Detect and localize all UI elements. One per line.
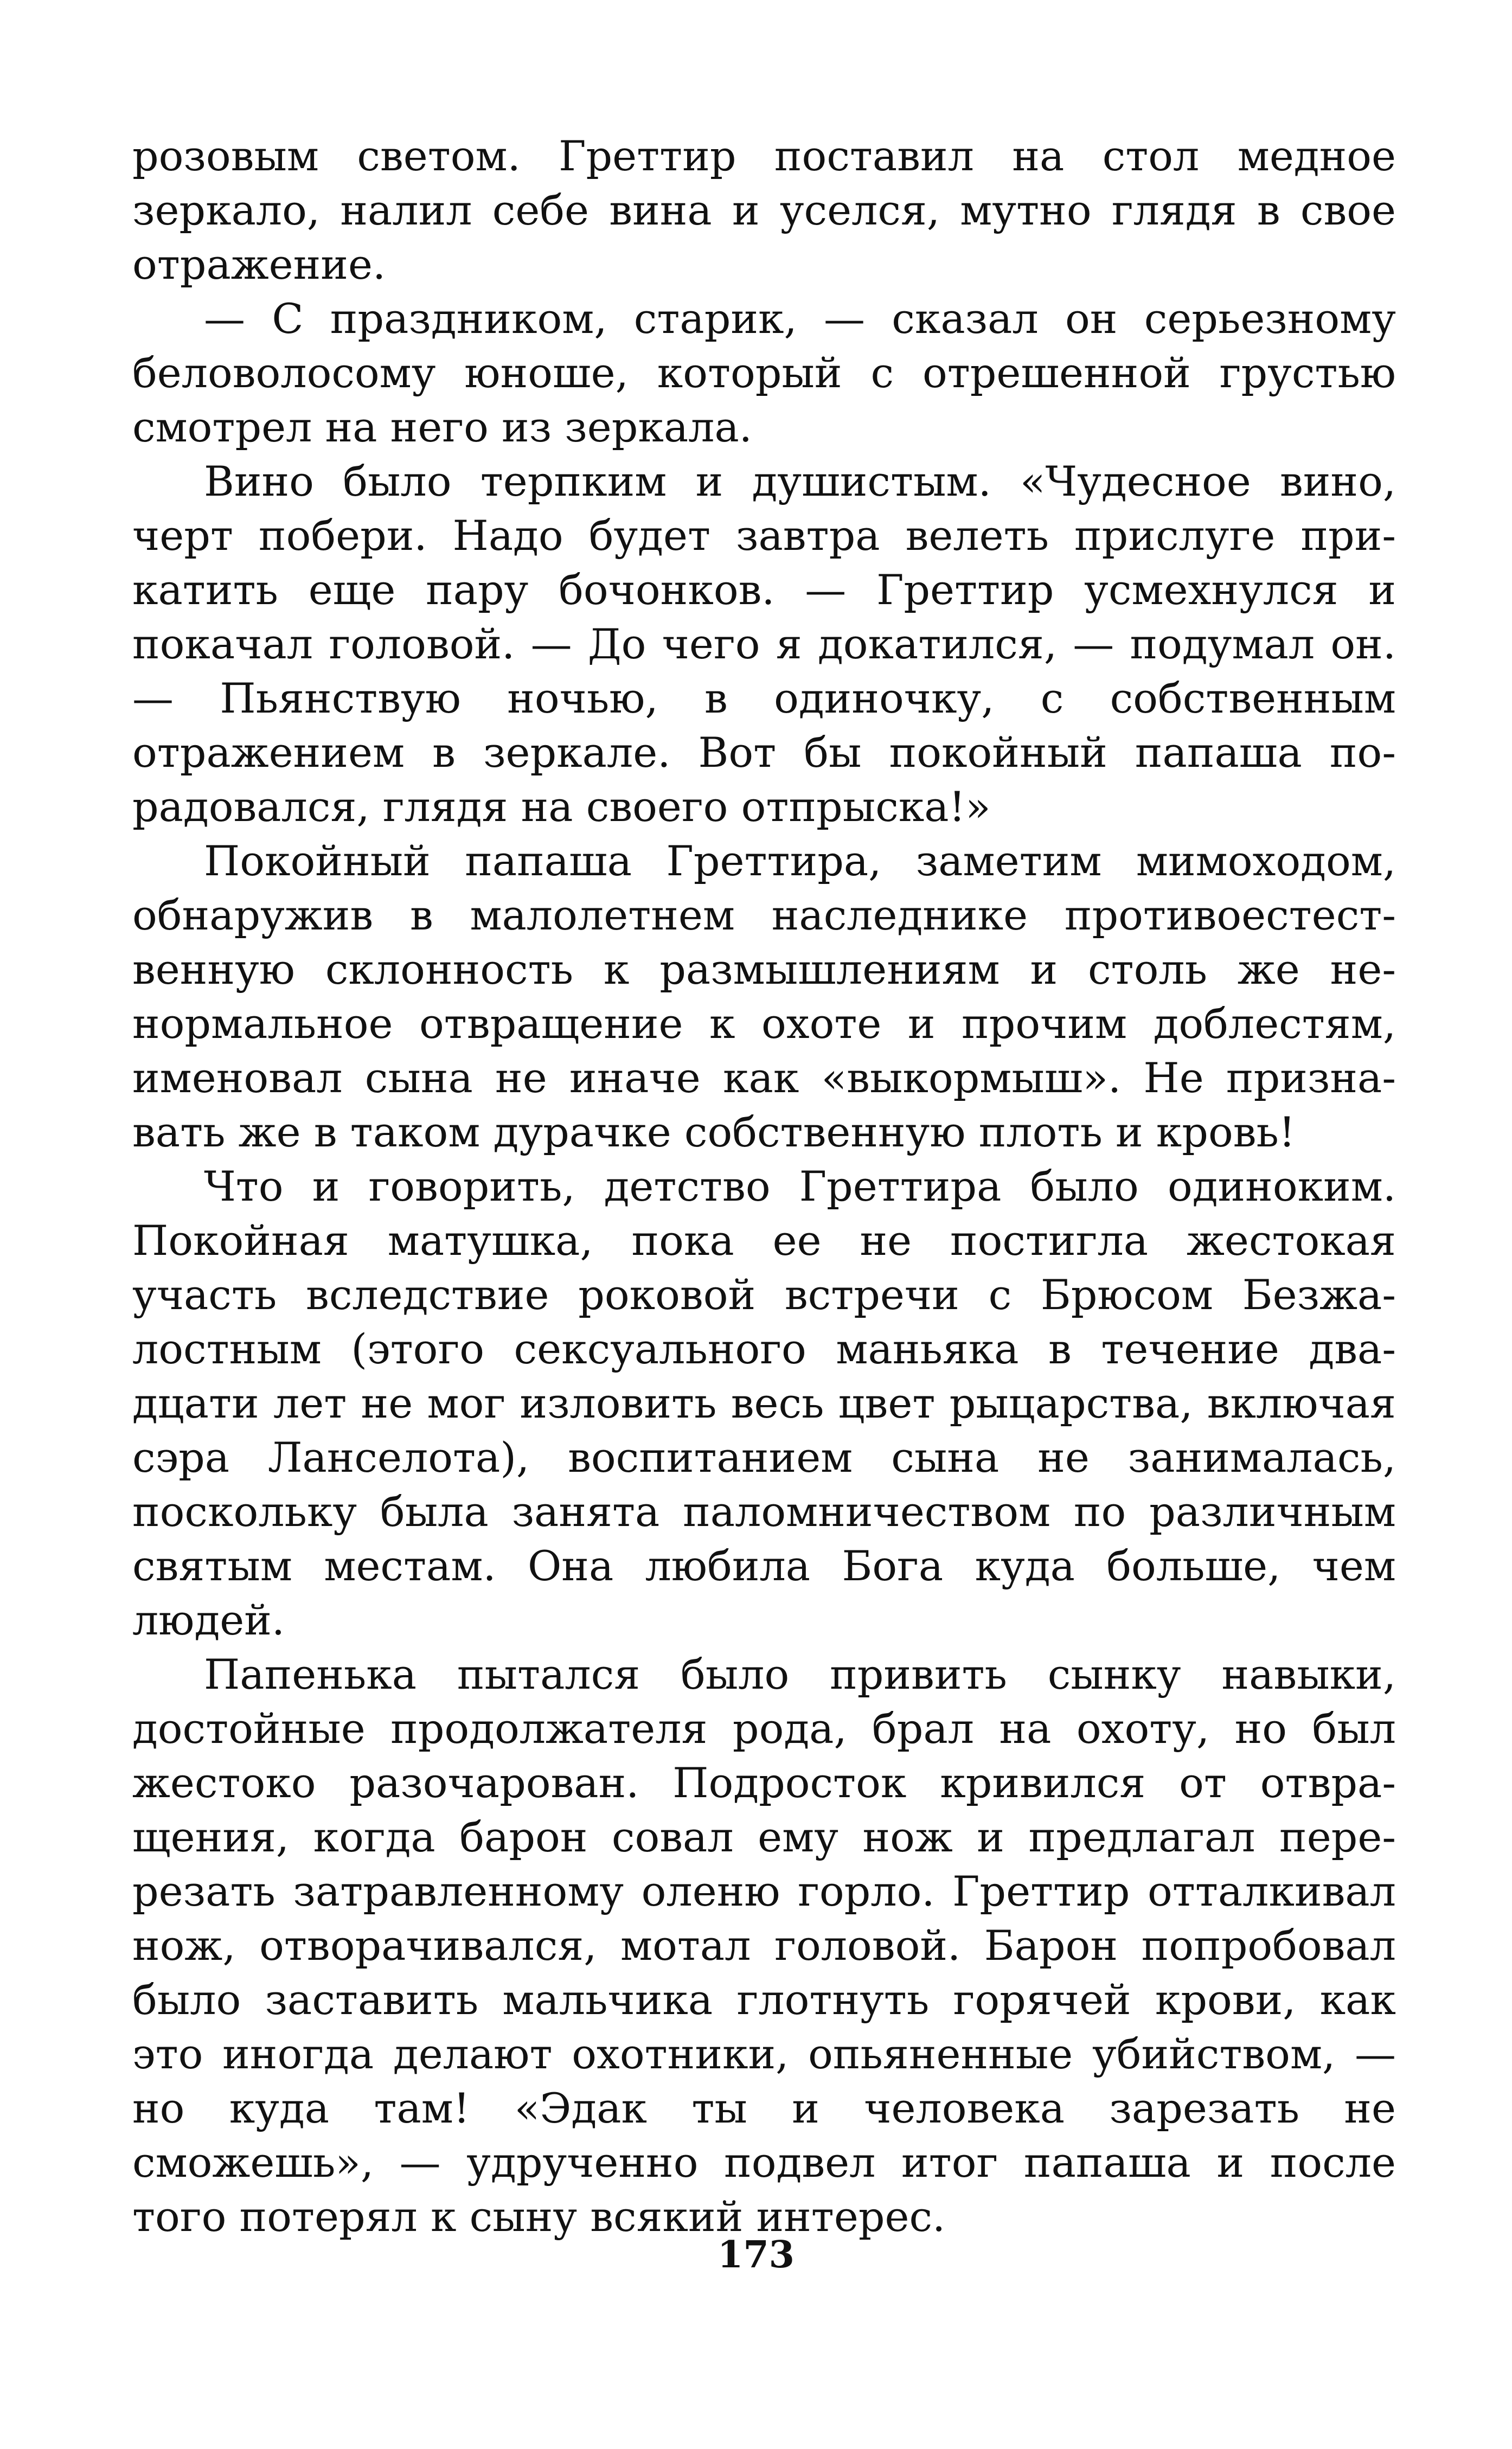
paragraph-wine: Вино было терпким и душистым. «Чудесное вино, черт побери. Надо будет завтра велеть прислуге прикатить еще пару бочонков. — Греттир усмехнулся и покачал головой. — До чего я докатился, — подумал он. — Пьянствую ночью, в одиночку, с собственным отражением в зеркале. Вот бы покойный папаша порадовался, глядя на своего отпрыска!» xyxy=(132,457,1396,831)
body-text xyxy=(132,129,1396,2244)
paragraph-father: Покойный папаша Греттира, заметим мимоходом, обнаружив в малолетнем наследнике противоестественную склонность к размышлениям и столь же ненормальное отвращение к охоте и прочим доблестям, именовал сына не иначе как «выкормыш». Не признавать же в таком дурачке собственную плоть и кровь! xyxy=(132,837,1396,1156)
paragraph-childhood: Что и говорить, детство Греттира было одиноким. Покойная матушка, пока ее не постигла жестокая участь вследствие роковой встречи с Брюсом Безжалостным (этого сексуального маньяка в течение двадцати лет не мог изловить весь цвет рыцарства, включая сэра Ланселота), воспитанием сына не занималась, поскольку была занята паломничеством по различным святым местам. Она любила Бога куда больше, чем людей. xyxy=(132,1162,1396,1644)
paragraph-hunting: Папенька пытался было привить сынку навыки, достойные продолжателя рода, брал на охоту, но был жестоко разочарован. Подросток кривился от отвращения, когда барон совал ему нож и предлагал перерезать затравленному оленю горло. Греттир отталкивал нож, отворачивался, мотал головой. Барон попробовал было заставить мальчика глотнуть горячей крови, как это иногда делают охотники, опьяненные убийством, — но куда там! «Эдак ты и человека зарезать не сможешь», — удрученно подвел итог папаша и после того потерял к сыну всякий интерес. xyxy=(132,1650,1396,2241)
paragraph-continuation: розовым светом. Греттир поставил на стол медное зеркало, налил себе вина и уселся, мутно глядя в свое отражение. xyxy=(132,132,1396,289)
paragraph-dialogue: — С праздником, старик, — сказал он серьезному беловолосому юноше, который с отрешенной грустью смотрел на него из зеркала. xyxy=(132,294,1396,451)
page-number: 173 xyxy=(717,2233,795,2277)
